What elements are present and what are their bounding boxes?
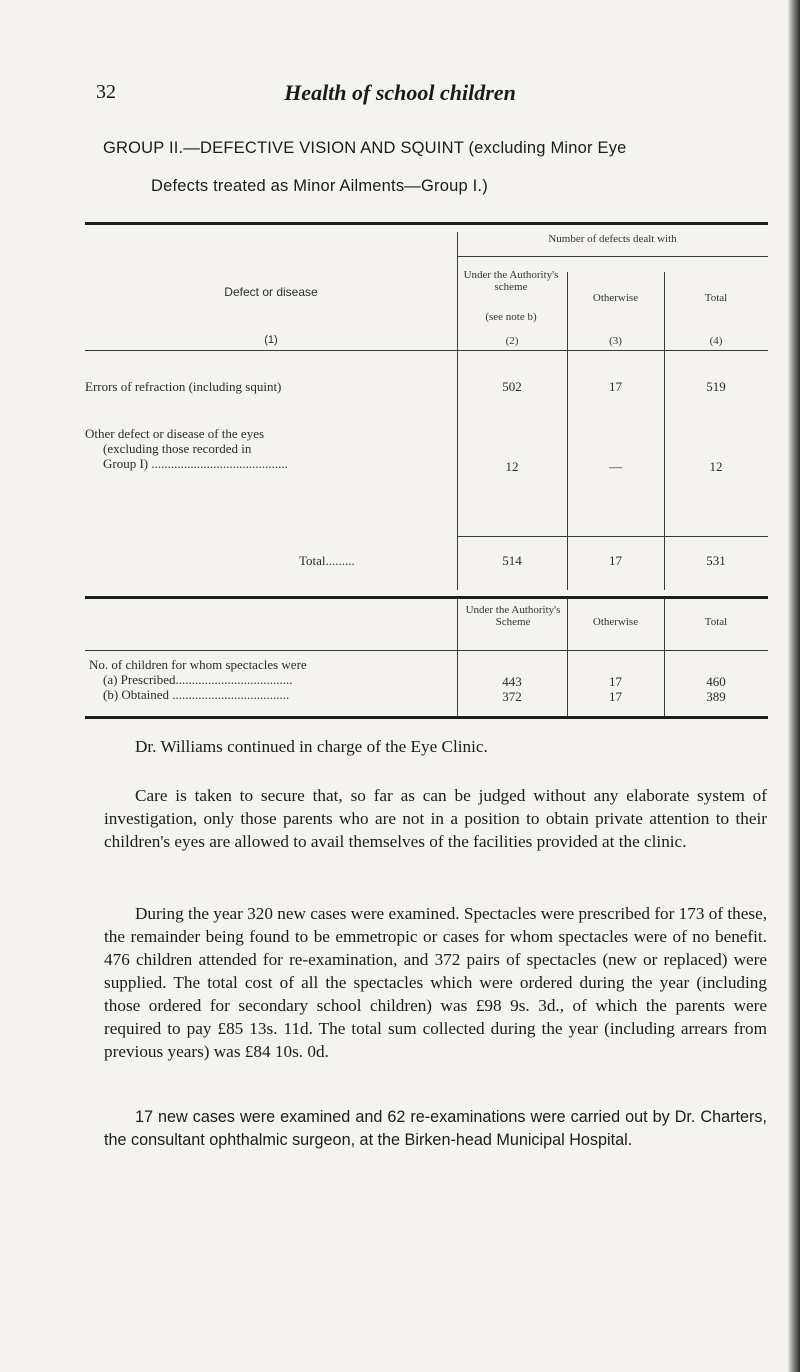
section-heading-line1: GROUP II.—DEFECTIVE VISION AND SQUINT (excluding Minor Eye [103,139,627,157]
col-divider [664,272,665,590]
paragraph-consultant: 17 new cases were examined and 62 re-examinations were carried out by Dr. Charters, the consultant ophthalmic surgeon, at the Birken-head Municipal Hospital. [104,1108,767,1149]
defects-table [85,222,768,602]
table-row-label: Errors of refraction (including squint) [85,379,282,394]
table-top-rule [85,222,768,225]
col-header-total: Total [704,292,728,304]
paragraph-year-cases: During the year 320 new cases were examined. Spectacles were prescribed for 173 of these, the remainder being found to be emmetropic or cases for whom spectacles were of no benefit. 476 children attended for re-examination, and 372 pairs of spectacles (new or replaced) were supplied. The total cost of all the spectacles which were ordered during the year (including those ordered for secondary school children) was £98 9s. 3d., of which the parents were required to pay £85 13s. 11d. The total sum collected during the year (including arrears from previous years) was £84 10s. 0d. [104,904,767,1061]
col-divider [567,272,568,590]
page-number: 32 [96,81,116,103]
col-number: (3) [609,335,622,347]
paragraph-intro: Dr. Williams continued in charge of the Eye Clinic. [135,737,488,756]
table-cell: 17 [609,689,622,704]
table-cell: 12 [505,459,519,474]
table-cell: 17 [609,674,622,689]
table-cell: 443 [502,674,522,689]
table-cell: 502 [502,379,522,394]
total-label: Total......... [299,553,355,568]
table-cell: 514 [502,553,522,568]
col-number: (1) [264,334,278,346]
rule [457,256,768,257]
col-header-otherwise: Otherwise [592,292,639,304]
col-header-otherwise: Otherwise [592,616,639,628]
table-cell: — [609,459,622,474]
total-rule [457,536,768,537]
table-row-label: Group I) .......................................... [103,456,288,471]
table-row-label: (a) Prescribed.................................... [103,672,293,687]
col-number: (4) [709,335,723,347]
col-header-under-note: (see note b) [485,311,537,323]
table-row-label: (excluding those recorded in [103,441,252,456]
table-row-label: (b) Obtained .................................... [103,687,290,702]
col-number: (2) [505,335,519,347]
col-header-under: Under the Authority's Scheme [465,604,561,628]
col-header-total: Total [704,616,728,628]
table-cell: 519 [706,379,726,394]
spectacles-table [85,596,768,720]
span-header: Number of defects dealt with [548,233,677,245]
table-cell: 17 [609,553,622,568]
table-cell: 372 [502,689,522,704]
paragraph-care: Care is taken to secure that, so far as can be judged without any elaborate system of investigation, only those parents who are not in a position to obtain private attention to their children's eyes are allowed to avail themselves of the facilities provided at the clinic. [104,786,767,851]
page-edge-shadow [788,0,800,1372]
running-title: Health of school children [284,80,516,105]
table-cell: 531 [706,553,726,568]
table-cell: 17 [609,379,622,394]
table-cell: 460 [706,674,726,689]
header-rule [85,650,768,651]
table-cell: 12 [709,459,723,474]
table-cell: 389 [706,689,726,704]
section-heading-line2: Defects treated as Minor Ailments—Group I.) [151,177,488,195]
header-rule [85,350,768,351]
table-intro: No. of children for whom spectacles were [89,657,307,672]
col-header-under: Under the Authority's scheme [463,269,559,293]
table-bottom-rule [85,716,768,719]
col-header-defect: Defect or disease [224,285,318,299]
table-row-label: Other defect or disease of the eyes [85,426,265,441]
